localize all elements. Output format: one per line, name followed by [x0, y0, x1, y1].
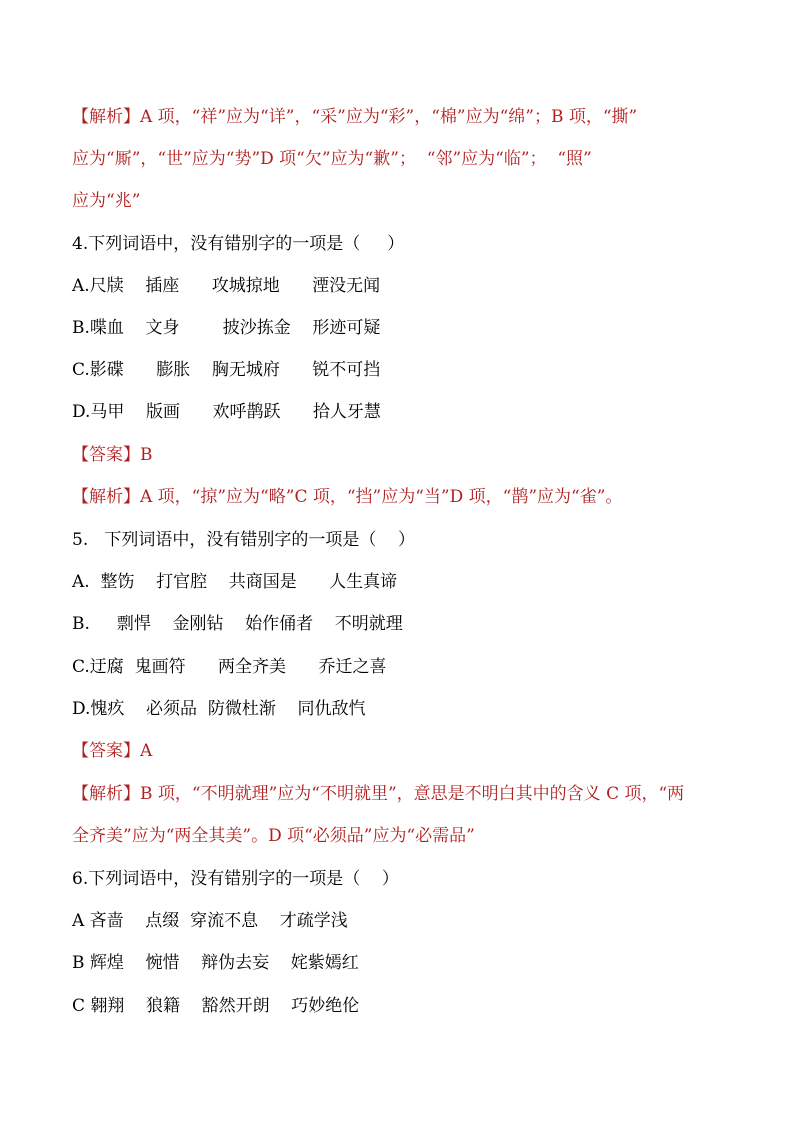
- answer-line: 【答案】B: [72, 445, 153, 465]
- analysis-line: 应为“厮”，“世”应为“势”D 项“欠”应为“歉”； “邻”应为“临”； “照”: [72, 149, 592, 169]
- option-line: D.愧疚 必须品 防微杜渐 同仇敌忾: [72, 699, 366, 719]
- analysis-line: 【解析】A 项，“祥”应为“详”，“采”应为“彩”，“棉”应为“绵”；B 项，“撕”: [72, 107, 638, 127]
- analysis-line: 全齐美”应为“两全其美”。D 项“必须品”应为“必需品”: [72, 826, 475, 846]
- option-line: A 吝啬 点缀 穿流不息 才疏学浅: [72, 911, 348, 931]
- option-line: D.马甲 版画 欢呼鹊跃 拾人牙慧: [72, 402, 381, 422]
- question-6: 6.下列词语中，没有错别字的一项是（ ）: [72, 869, 399, 889]
- analysis-line: 应为“兆”: [72, 191, 141, 211]
- analysis-line: 【解析】B 项，“不明就理”应为“不明就里”，意思是不明白其中的含义 C 项，“两: [72, 784, 685, 804]
- option-line: B 辉煌 惋惜 辩伪去妄 姹紫嫣红: [72, 953, 359, 973]
- option-line: C.影碟 膨胀 胸无城府 锐不可挡: [72, 360, 381, 380]
- question-5: 5. 下列词语中，没有错别字的一项是（ ）: [72, 530, 416, 550]
- option-line: A. 整饬 打官腔 共商国是 人生真谛: [72, 572, 398, 592]
- answer-line: 【答案】A: [72, 741, 153, 761]
- option-line: B.喋血 文身 披沙拣金 形迹可疑: [72, 318, 381, 338]
- option-line: C 翱翔 狼籍 豁然开朗 巧妙绝伦: [72, 996, 360, 1016]
- analysis-line: 【解析】A 项，“掠”应为“略”C 项，“挡”应为“当”D 项，“鹊”应为“雀”。: [72, 487, 623, 507]
- option-line: A.尺牍 插座 攻城掠地 湮没无闻: [72, 276, 381, 296]
- question-4: 4.下列词语中，没有错别字的一项是（ ）: [72, 234, 405, 254]
- option-line: C.迂腐 鬼画符 两全齐美 乔迁之喜: [72, 657, 387, 677]
- option-line: B. 剽悍 金刚钻 始作俑者 不明就理: [72, 614, 403, 634]
